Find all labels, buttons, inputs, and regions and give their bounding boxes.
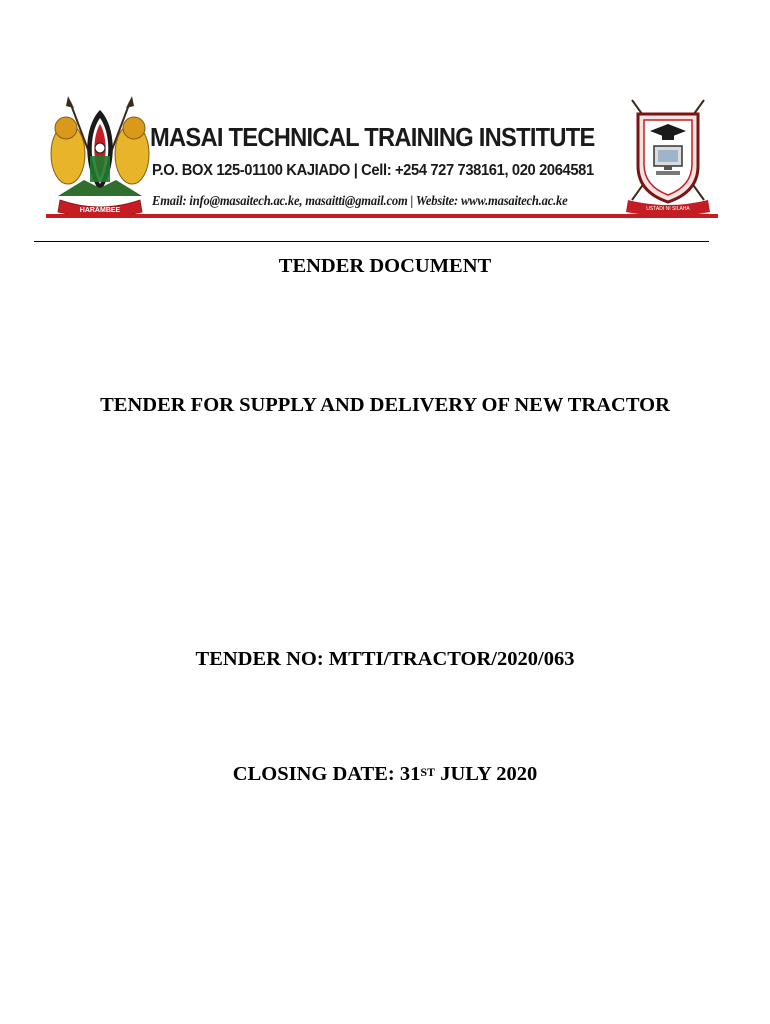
header-divider — [34, 241, 709, 242]
closing-date — [0, 759, 770, 789]
logo-motto: USTADI NI SILAHA — [646, 206, 690, 212]
institution-name: MASAI TECHNICAL TRAINING INSTITUTE — [150, 124, 595, 152]
closing-date-prefix: CLOSING DATE: 31 — [232, 763, 421, 785]
letterhead — [44, 96, 718, 222]
closing-date-ordinal: ST — [420, 765, 436, 779]
tender-subject: TENDER FOR SUPPLY AND DELIVERY OF NEW TRACTOR — [100, 394, 670, 416]
document-title: TENDER DOCUMENT — [278, 255, 492, 277]
institution-address: P.O. BOX 125-01100 KAJIADO | Cell: +254 727 738161, 020 2064581 — [152, 162, 594, 179]
closing-date-suffix: JULY 2020 — [435, 763, 538, 785]
institution-contact: Email: info@masaitech.ac.ke, masaitti@gmail.com | Website: www.masaitech.ac.ke — [152, 193, 568, 208]
kenya-coat-of-arms-icon — [44, 96, 156, 220]
institute-logo-icon — [618, 96, 718, 216]
tender-number: TENDER NO: MTTI/TRACTOR/2020/063 — [195, 648, 575, 670]
coat-of-arms-motto: HARAMBEE — [79, 207, 121, 214]
